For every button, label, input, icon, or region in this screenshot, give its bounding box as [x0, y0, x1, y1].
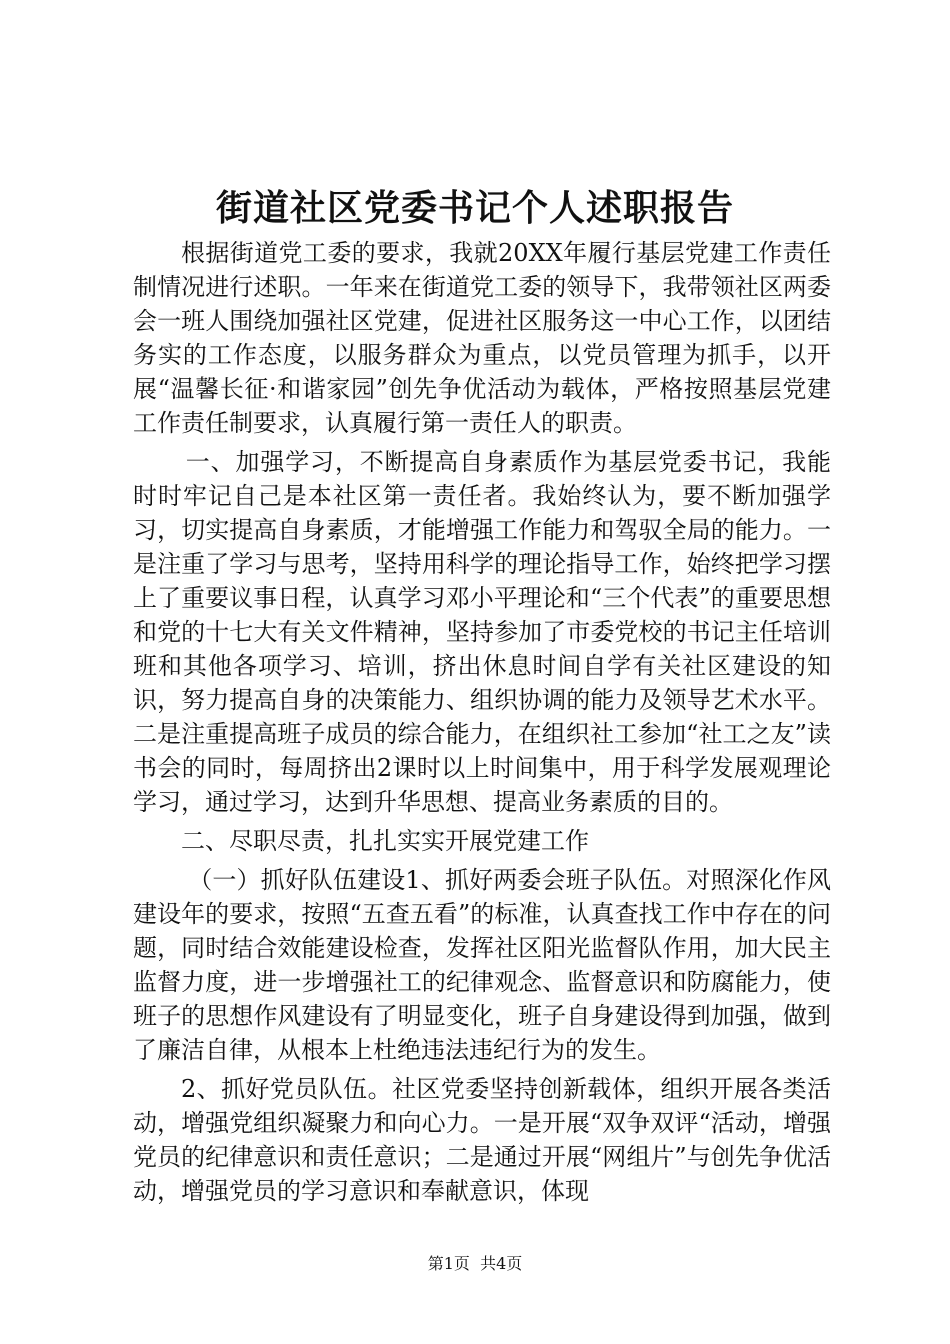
paragraph-intro: 根据街道党工委的要求，我就20XX年履行基层党建工作责任制情况进行述职。一年来在街道党工委的领导下，我带领社区两委会一班人围绕加强社区党建，促进社区服务这一中心工作，以团结务实的工作态度，以服务群众为重点，以党员管理为抓手，以开展“温馨长征·和谐家园”创先争优活动为载体，严格按照基层党建工作责任制要求，认真履行第一责任人的职责。 [133, 239, 831, 437]
paragraph-subsection-1: （一）抓好队伍建设1、抓好两委会班子队伍。对照深化作风建设年的要求，按照“五查五看”的标准，认真查找工作中存在的问题，同时结合效能建设检查，发挥社区阳光监督队作用，加大民主监督力度，进一步增强社工的纪律观念、监督意识和防腐能力，使班子的思想作风建设有了明显变化，班子自身建设得到加强，做到了廉洁自律，从根本上杜绝违法违纪行为的发生。 [133, 866, 831, 1064]
document-title: 街道社区党委书记个人述职报告 [215, 187, 734, 229]
document-body [133, 236, 831, 1213]
paragraph-section-1: 一、加强学习，不断提高自身素质作为基层党委书记，我能时时牢记自己是本社区第一责任者。我始终认为，要不断加强学习，切实提高自身素质，才能增强工作能力和驾驭全局的能力。一是注重了学习与思考，坚持用科学的理论指导工作，始终把学习摆上了重要议事日程，认真学习邓小平理论和“三个代表”的重要思想和党的十七大有关文件精神，坚持参加了市委党校的书记主任培训班和其他各项学习、培训，挤出休息时间自学有关社区建设的知识，努力提高自身的决策能力、组织协调的能力及领导艺术水平。二是注重提高班子成员的综合能力，在组织社工参加“社工之友”读书会的同时，每周挤出2课时以上时间集中，用于科学发展观理论学习，通过学习，达到升华思想、提高业务素质的目的。 [133, 448, 831, 816]
page-footer [0, 1252, 950, 1276]
page-number: 第1页 共4页 [427, 1254, 523, 1273]
paragraph-section-2-heading: 二、尽职尽责，扎扎实实开展党建工作 [181, 827, 589, 855]
paragraph-item-2: 2、抓好党员队伍。社区党委坚持创新载体，组织开展各类活动，增强党组织凝聚力和向心力。一是开展“双争双评“活动，增强党员的纪律意识和责任意识；二是通过开展“网组片”与创先争优活动，增强党员的学习意识和奉献意识，体现 [133, 1075, 831, 1205]
